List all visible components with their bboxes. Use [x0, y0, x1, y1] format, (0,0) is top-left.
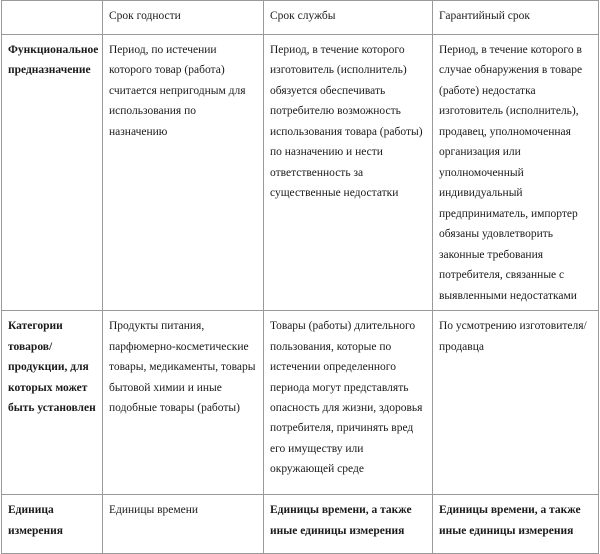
- row-label-unit: Единица измерения: [2, 495, 103, 554]
- comparison-table: [1, 0, 599, 554]
- header-row: [2, 1, 599, 35]
- cell-categories-warranty: По усмотрению изготовителя/ продавца: [433, 311, 599, 495]
- row-label-functional: Функциональное предназначение: [2, 35, 103, 311]
- table-row: [2, 311, 599, 495]
- header-cell-shelf-life: Срок годности: [103, 1, 264, 35]
- header-cell-warranty: Гарантийный срок: [433, 1, 599, 35]
- cell-unit-warranty: Единицы времени, а также иные единицы измерения: [433, 495, 599, 554]
- header-cell-corner: [2, 1, 103, 35]
- cell-categories-service-life: Товары (работы) длительного пользования, которые по истечении определенного периода могут представлять опасность для жизни, здоровья потребителя, причинять вред его имуществу или окружающей среде: [264, 311, 433, 495]
- row-label-categories: Категории товаров/ продукции, для которых может быть установлен: [2, 311, 103, 495]
- table-row: [2, 495, 599, 554]
- cell-functional-shelf-life: Период, по истечении которого товар (работа) считается непригодным для использования по назначению: [103, 35, 264, 311]
- table-header: [2, 1, 599, 35]
- cell-functional-warranty: Период, в течение которого в случае обнаружения в товаре (работе) недостатка изготовитель (исполнитель), продавец, уполномоченная организация или уполномоченный индивидуальный предприниматель, импортер обязаны удовлетворить законные требования потребителя, связанные с выявленными недостатками: [433, 35, 599, 311]
- cell-unit-shelf-life: Единицы времени: [103, 495, 264, 554]
- cell-categories-shelf-life: Продукты питания, парфюмерно-косметические товары, медикаменты, товары бытовой химии и иные подобные товары (работы): [103, 311, 264, 495]
- cell-functional-service-life: Период, в течение которого изготовитель (исполнитель) обязуется обеспечивать потребителю возможность использования товара (работы) по назначению и нести ответственность за существенные недостатки: [264, 35, 433, 311]
- header-cell-service-life: Срок службы: [264, 1, 433, 35]
- table-body: [2, 35, 599, 554]
- table-row: [2, 35, 599, 311]
- cell-unit-service-life: Единицы времени, а также иные единицы измерения: [264, 495, 433, 554]
